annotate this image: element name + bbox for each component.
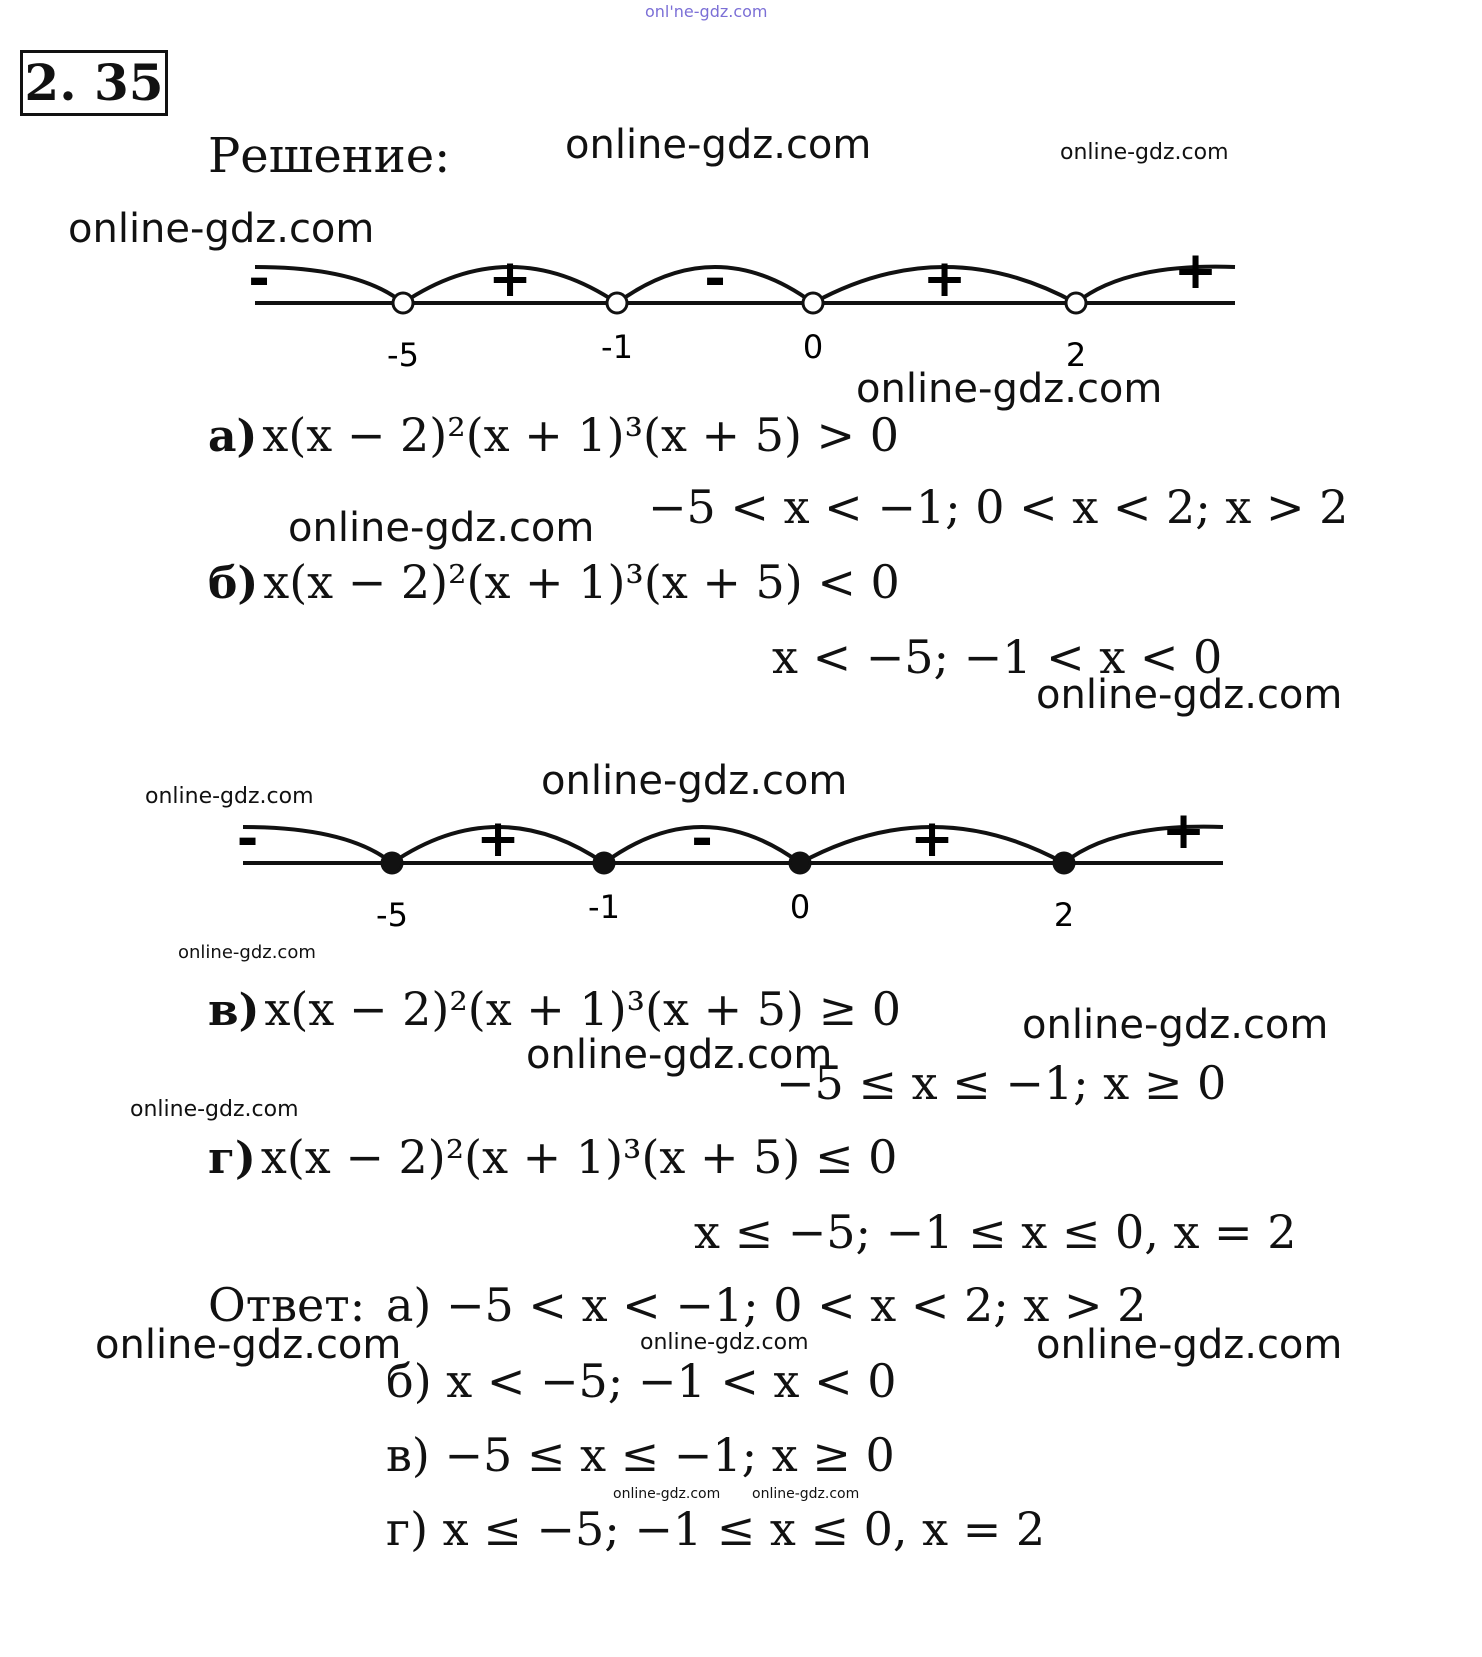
part-d-inequality xyxy=(208,1130,897,1184)
interval-sign: - xyxy=(236,809,259,869)
number-line-closed xyxy=(0,790,1482,934)
part-b-inequality xyxy=(208,555,900,609)
answer-line-a: а) −5 < x < −1; 0 < x < 2; x > 2 xyxy=(386,1278,1147,1332)
interval-sign: - xyxy=(248,249,270,309)
point-label: -1 xyxy=(588,888,620,926)
critical-point xyxy=(382,853,402,873)
watermark: online-gdz.com xyxy=(288,505,595,551)
watermark: online-gdz.com xyxy=(541,758,848,804)
sign-arc xyxy=(255,267,403,303)
watermark: online-gdz.com xyxy=(613,1486,721,1502)
part-d-solution: x ≤ −5; −1 ≤ x ≤ 0, x = 2 xyxy=(694,1205,1297,1259)
point-label: -5 xyxy=(376,896,408,934)
answer-line-d: г) x ≤ −5; −1 ≤ x ≤ 0, x = 2 xyxy=(386,1502,1046,1556)
part-c-expression: x(x − 2)²(x + 1)³(x + 5) ≥ 0 xyxy=(264,982,902,1036)
point-label: 2 xyxy=(1053,896,1075,934)
point-label: 0 xyxy=(789,888,811,926)
interval-sign: - xyxy=(704,249,726,309)
critical-point xyxy=(607,293,627,313)
point-label: -5 xyxy=(387,336,419,374)
sign-arc xyxy=(243,827,392,863)
part-b-label: б) xyxy=(208,558,259,609)
watermark: online-gdz.com xyxy=(1036,672,1343,718)
part-a-solution: −5 < x < −1; 0 < x < 2; x > 2 xyxy=(648,480,1349,534)
answer-heading: Ответ: xyxy=(208,1278,366,1332)
part-a-inequality xyxy=(208,408,899,462)
watermark: online-gdz.com xyxy=(526,1032,833,1078)
critical-point xyxy=(1054,853,1074,873)
part-d-label: г) xyxy=(208,1133,256,1184)
part-b-solution: x < −5; −1 < x < 0 xyxy=(772,630,1223,684)
critical-point xyxy=(790,853,810,873)
watermark: online-gdz.com xyxy=(145,784,314,809)
interval-sign: + xyxy=(476,809,520,869)
solution-heading: Решение: xyxy=(208,128,451,184)
answer-line-b: б) x < −5; −1 < x < 0 xyxy=(386,1354,897,1408)
watermark: online-gdz.com xyxy=(565,122,872,168)
part-a-label: а) xyxy=(208,411,258,462)
interval-sign: + xyxy=(1173,241,1218,301)
watermark: online-gdz.com xyxy=(178,942,316,963)
critical-point xyxy=(393,293,413,313)
interval-sign: + xyxy=(922,249,967,309)
interval-sign: - xyxy=(691,809,713,869)
point-label: -1 xyxy=(601,328,633,366)
part-c-inequality xyxy=(208,982,901,1036)
part-a-expression: x(x − 2)²(x + 1)³(x + 5) > 0 xyxy=(262,408,899,462)
interval-sign: + xyxy=(1161,801,1206,861)
interval-sign: + xyxy=(910,809,954,869)
answer-line-c: в) −5 ≤ x ≤ −1; x ≥ 0 xyxy=(386,1428,895,1482)
critical-point xyxy=(803,293,823,313)
watermark: online-gdz.com xyxy=(1022,1002,1329,1048)
number-line-open xyxy=(0,230,1482,374)
interval-sign: + xyxy=(488,249,532,309)
part-b-expression: x(x − 2)²(x + 1)³(x + 5) < 0 xyxy=(263,555,900,609)
watermark: online-gdz.com xyxy=(856,366,1163,412)
watermark: online-gdz.com xyxy=(95,1322,402,1368)
part-c-label: в) xyxy=(208,985,260,1036)
part-d-expression: x(x − 2)²(x + 1)³(x + 5) ≤ 0 xyxy=(260,1130,898,1184)
watermark-top: onl'ne-gdz.com xyxy=(645,2,768,21)
critical-point xyxy=(594,853,614,873)
watermark: online-gdz.com xyxy=(640,1330,809,1355)
point-label: 0 xyxy=(802,328,824,366)
problem-number: 2. 35 xyxy=(20,50,168,116)
critical-point xyxy=(1066,293,1086,313)
watermark: online-gdz.com xyxy=(68,206,375,252)
watermark: online-gdz.com xyxy=(130,1097,299,1122)
watermark: online-gdz.com xyxy=(1036,1322,1343,1368)
watermark: online-gdz.com xyxy=(1060,140,1229,165)
point-label: 2 xyxy=(1065,336,1087,374)
part-c-solution: −5 ≤ x ≤ −1; x ≥ 0 xyxy=(776,1056,1227,1110)
watermark: online-gdz.com xyxy=(752,1486,860,1502)
